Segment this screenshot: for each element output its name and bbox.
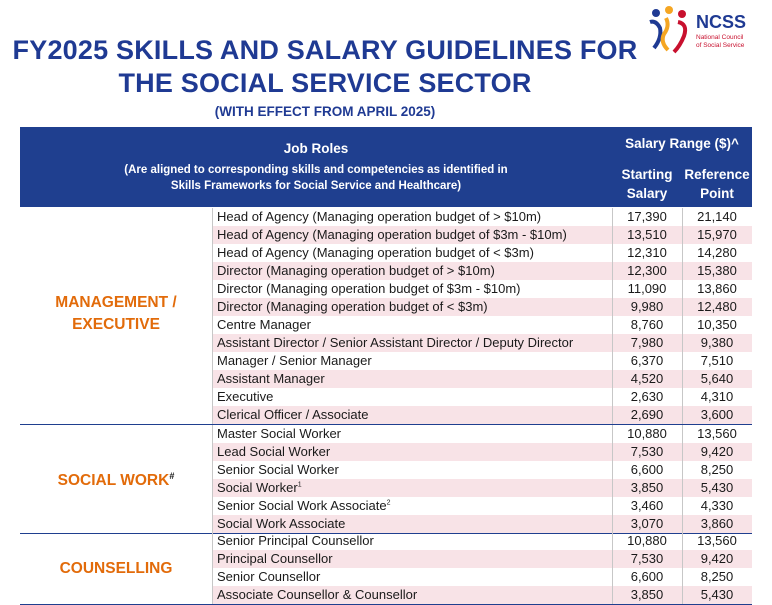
note-line-2: Skills Frameworks for Social Service and Healthcare) — [170, 180, 462, 192]
job-role-text: Master Social Worker — [217, 426, 342, 441]
column-divider — [612, 208, 613, 424]
page-title — [0, 34, 650, 100]
table-row — [212, 334, 752, 352]
table-header — [20, 127, 752, 207]
table-row — [212, 568, 752, 586]
table-row — [212, 280, 752, 298]
starting-salary-cell: 3,460 — [630, 498, 664, 513]
ncss-logo — [644, 4, 764, 56]
starting-salary-cell: 11,090 — [627, 281, 667, 296]
table-row — [212, 316, 752, 334]
job-role-cell — [217, 263, 495, 278]
column-divider — [212, 425, 213, 533]
title-line-2: THE SOCIAL SERVICE SECTOR — [118, 68, 532, 98]
job-role-text: Head of Agency (Managing operation budget of < $3m) — [217, 245, 534, 260]
section-label-line-1 — [20, 465, 212, 492]
table-row — [212, 586, 752, 604]
job-role-text: Principal Counsellor — [217, 551, 333, 566]
job-role-cell — [217, 569, 320, 584]
starting-salary-cell: 2,630 — [630, 389, 664, 404]
ncss-emblem-icon — [644, 4, 694, 56]
table-row — [212, 370, 752, 388]
job-role-cell — [217, 335, 573, 350]
footnote-marker: 2 — [386, 499, 391, 507]
table-row — [212, 497, 752, 515]
starting-salary-cell: 3,850 — [630, 480, 664, 495]
section-label — [20, 558, 212, 580]
table-row — [212, 352, 752, 370]
reference-point-cell: 15,970 — [697, 227, 737, 242]
section-label — [20, 292, 212, 336]
job-role-cell — [217, 498, 390, 513]
job-role-text: Assistant Director / Senior Assistant Director / Deputy Director — [217, 335, 574, 350]
starting-salary-heading — [612, 165, 682, 203]
job-role-text: Lead Social Worker — [217, 444, 331, 459]
job-role-cell — [217, 353, 372, 368]
starting-salary-cell: 3,850 — [630, 587, 664, 602]
job-role-cell — [217, 444, 330, 459]
reference-point-cell: 13,860 — [697, 281, 737, 296]
starting-salary-cell: 8,760 — [630, 317, 664, 332]
reference-point-cell: 13,560 — [697, 533, 737, 548]
starting-salary-cell: 6,370 — [630, 353, 664, 368]
job-role-text: Clerical Officer / Associate — [217, 407, 369, 422]
table-row — [212, 515, 752, 533]
reference-point-cell: 14,280 — [697, 245, 737, 260]
column-divider — [612, 532, 613, 604]
table-row — [212, 244, 752, 262]
starting-salary-cell: 12,300 — [627, 263, 667, 278]
starting-salary-cell: 3,070 — [630, 516, 664, 531]
reference-point-heading — [682, 165, 752, 203]
table-row — [212, 479, 752, 497]
table-row — [212, 532, 752, 550]
logo-subtitle-1: National Council — [696, 34, 744, 41]
section-label-text: MANAGEMENT / — [55, 294, 177, 311]
job-role-text: Director (Managing operation budget of < $3m) — [217, 299, 488, 314]
job-role-text: Senior Social Worker — [217, 462, 339, 477]
job-role-text: Associate Counsellor & Counsellor — [217, 587, 418, 602]
column-divider — [682, 208, 683, 424]
reference-point-cell: 8,250 — [700, 569, 734, 584]
salary-range-heading: Salary Range ($)^ — [625, 136, 739, 151]
starting-salary-cell: 9,980 — [630, 299, 664, 314]
starting-salary-cell: 4,520 — [630, 371, 664, 386]
reference-point-cell: 8,250 — [700, 462, 734, 477]
job-role-cell — [217, 407, 368, 422]
job-role-text: Senior Principal Counsellor — [217, 533, 374, 548]
column-divider — [682, 532, 683, 604]
job-role-text: Executive — [217, 389, 274, 404]
section-2 — [20, 425, 752, 533]
job-role-cell — [217, 227, 567, 242]
starting-salary-cell: 7,530 — [630, 551, 664, 566]
job-role-cell — [217, 281, 521, 296]
job-role-cell — [217, 480, 302, 495]
column-divider — [212, 532, 213, 604]
starting-salary-cell: 12,310 — [627, 245, 667, 260]
reference-point-cell: 9,420 — [700, 551, 734, 566]
section-label-line-1 — [20, 292, 212, 314]
job-role-text: Social Worker — [217, 480, 298, 495]
job-role-text: Social Work Associate — [217, 516, 346, 531]
table-row — [212, 298, 752, 316]
starting-salary-cell: 2,690 — [630, 407, 664, 422]
job-role-text: Senior Social Work Associate — [217, 498, 387, 513]
table-row — [212, 461, 752, 479]
reference-point-cell: 3,860 — [700, 516, 734, 531]
job-role-cell — [217, 209, 541, 224]
starting-salary-cell: 13,510 — [627, 227, 667, 242]
column-divider — [682, 425, 683, 533]
table-row — [212, 550, 752, 568]
starting-salary-cell: 6,600 — [630, 462, 664, 477]
reference-point-cell: 4,330 — [700, 498, 734, 513]
section-label-text: SOCIAL WORK — [57, 472, 170, 490]
section-label-text: COUNSELLING — [59, 560, 173, 577]
job-role-text: Senior Counsellor — [217, 569, 321, 584]
starting-salary-cell: 6,600 — [630, 569, 664, 584]
reference-point-cell: 10,350 — [697, 317, 737, 332]
column-divider — [612, 425, 613, 533]
job-role-cell — [217, 426, 341, 441]
title-line-1: FY2025 SKILLS AND SALARY GUIDELINES FOR — [12, 35, 638, 65]
job-role-text: Assistant Manager — [217, 371, 325, 386]
job-role-text: Director (Managing operation budget of $3m - $10m) — [217, 281, 521, 296]
reference-point-cell: 15,380 — [697, 263, 737, 278]
table-row — [212, 226, 752, 244]
starting-salary-cell: 7,530 — [630, 444, 664, 459]
table-row — [212, 262, 752, 280]
job-role-cell — [217, 516, 345, 531]
starting-salary-cell: 17,390 — [627, 209, 667, 224]
column-divider — [212, 208, 213, 424]
logo-name: NCSS — [696, 12, 747, 32]
reference-heading-line-2: Point — [700, 186, 734, 201]
section-label-footnote: # — [169, 471, 175, 481]
job-roles-note — [20, 162, 612, 194]
table-row — [212, 208, 752, 226]
reference-point-cell: 4,310 — [700, 389, 734, 404]
section-label-line-1 — [20, 558, 212, 580]
reference-point-cell: 5,430 — [700, 587, 734, 602]
section-label-line-2: EXECUTIVE — [72, 316, 160, 333]
job-role-cell — [217, 317, 311, 332]
job-role-cell — [217, 299, 488, 314]
starting-heading-line-2: Salary — [626, 186, 668, 201]
job-roles-heading: Job Roles — [283, 141, 349, 156]
reference-point-cell: 13,560 — [697, 426, 737, 441]
starting-salary-cell: 10,880 — [627, 426, 667, 441]
reference-point-cell: 9,380 — [700, 335, 734, 350]
reference-point-cell: 7,510 — [700, 353, 734, 368]
starting-heading-line-1: Starting — [621, 167, 673, 182]
reference-point-cell: 21,140 — [697, 209, 737, 224]
job-role-text: Director (Managing operation budget of > $10m) — [217, 263, 495, 278]
page-subtitle: (WITH EFFECT FROM APRIL 2025) — [214, 104, 436, 119]
table-row — [212, 406, 752, 424]
job-role-cell — [217, 551, 333, 566]
starting-salary-cell: 7,980 — [630, 335, 664, 350]
starting-salary-cell: 10,880 — [627, 533, 667, 548]
reference-point-cell: 5,430 — [700, 480, 734, 495]
logo-subtitle-2: of Social Service — [696, 42, 745, 49]
table-row — [212, 388, 752, 406]
job-role-text: Head of Agency (Managing operation budget of > $10m) — [217, 209, 542, 224]
job-role-cell — [217, 389, 273, 404]
reference-point-cell: 9,420 — [700, 444, 734, 459]
section-3 — [20, 532, 752, 604]
reference-point-cell: 12,480 — [697, 299, 737, 314]
job-role-text: Centre Manager — [217, 317, 311, 332]
section-1 — [20, 208, 752, 424]
job-role-text: Manager / Senior Manager — [217, 353, 372, 368]
reference-point-cell: 3,600 — [700, 407, 734, 422]
job-role-text: Head of Agency (Managing operation budget of $3m - $10m) — [217, 227, 567, 242]
job-role-cell — [217, 371, 325, 386]
footnote-marker: 1 — [297, 481, 302, 489]
job-role-cell — [217, 533, 374, 548]
table-row — [212, 443, 752, 461]
note-line-1: (Are aligned to corresponding skills and competencies as identified in — [124, 164, 508, 176]
job-role-cell — [217, 245, 534, 260]
job-role-cell — [217, 587, 417, 602]
table-row — [212, 425, 752, 443]
reference-point-cell: 5,640 — [700, 371, 734, 386]
section-label — [20, 465, 212, 492]
reference-heading-line-1: Reference — [684, 167, 750, 182]
job-role-cell — [217, 462, 339, 477]
